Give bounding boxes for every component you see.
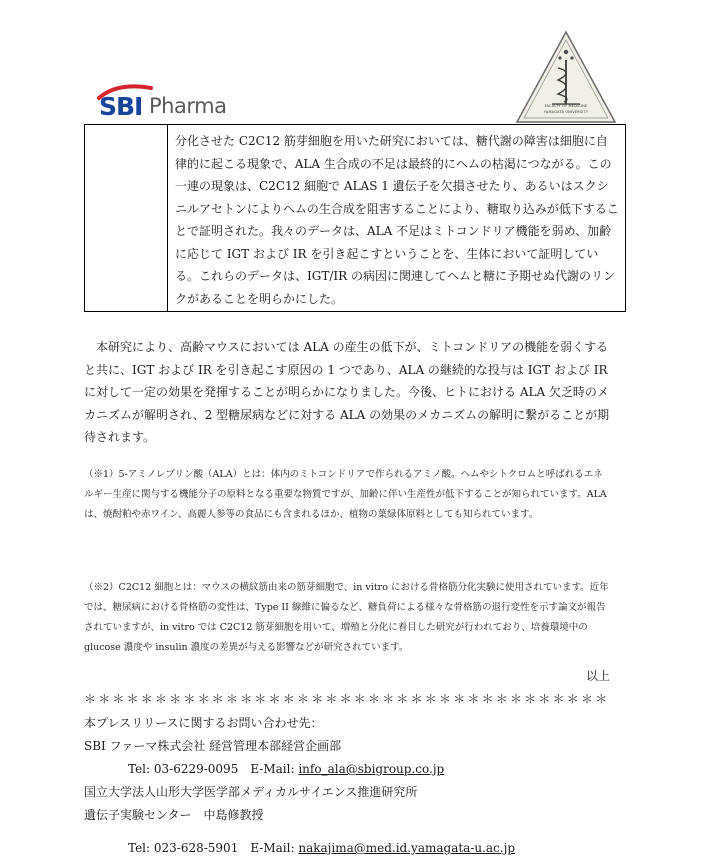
footnote-ala: （※1）5-アミノレブリン酸（ALA）とは：体内のミトコンドリアで作られるアミノ酸。ヘムやシトクロムと呼ばれるエネルギー生産に関与する機能分子の原料となる重要な物質ですが、加齢に伴い生産性が低下することが知られています。ALA は、焼酎粕や赤ワイン、高麗人参等の食品にも含まれるほか、植物の葉緑体原料としても知られています。	[84, 469, 607, 520]
contact-sbi-tel: Tel: 03-6229-0095 E-Mail:	[128, 762, 299, 776]
closing-mark: 以上	[585, 669, 610, 683]
email-link-sbi[interactable]: info_ala@sbigroup.co.jp	[298, 762, 445, 776]
footnote-c2c12: （※2）C2C12 細胞とは：マウスの横紋筋由来の筋芽細胞で、in vitro における骨格筋分化実験に使用されています。近年では、糖尿病における骨格筋の変性は、Type II 線維に偏るなど、糖負荷による様々な骨格筋の退行変性を示す論文が報告されていますが、in vitro では C2C12 筋芽細胞を用いて、増殖と分化に着目した研究が行われており、培養環境中の glucose 濃度や insulin 濃度の差異が与える影響などが研究されています。	[84, 582, 609, 653]
contact-heading: 本プレスリリースに関するお問い合わせ先：	[84, 716, 323, 730]
email-link-yamagata[interactable]: nakajima@med.id.yamagata-u.ac.jp	[298, 841, 516, 855]
contact-yamagata-phone-email	[84, 837, 604, 860]
seal-label-top: FACULTY OF MEDICINE	[544, 104, 588, 108]
logo-word: Pharma	[149, 94, 227, 118]
yamagata-university-seal	[514, 30, 618, 126]
contact-yamagata-tel: Tel: 023-628-5901 E-Mail:	[128, 841, 299, 855]
logo-mark: SBI	[99, 92, 143, 121]
seal-label-bottom: YAMAGATA UNIVERSITY	[543, 110, 589, 114]
contact-sbi-phone-email	[84, 758, 604, 781]
summary-paragraph: 本研究により、高齢マウスにおいては ALA の産生の低下が、ミトコンドリアの機能を弱くすると共に、IGT および IR を引き起こす原因の 1 つであり、ALA の継続的な投与は IGT および IR に対して一定の効果を発揮することが明らかになりました。今後、ヒトにおける ALA 欠乏時のメカニズムが解明され、2 型糖尿病などに対する ALA の効果のメカニズムの解明に繋がることが期待されます。	[84, 340, 610, 444]
contact-org-center: 遺伝子実験センター 中島修教授	[84, 808, 264, 822]
contact-org-sbi: SBI ファーマ株式会社 経営管理本部経営企画部	[84, 739, 342, 753]
abstract-text: 分化させた C2C12 筋芽細胞を用いた研究においては、糖代謝の障害は細胞に自律的に起こる現象で、ALA 生合成の不足は最終的にヘムの枯渇につながる。この一連の現象は、C2C12 細胞で ALAS 1 遺伝子を欠損させたり、あるいはスクシニルアセトンによりヘムの生合成を阻害することにより、糖取り込みが低下することで証明された。我々のデータは、ALA 不足はミトコンドリア機能を弱め、加齢に応じて IGT および IR を引き起こすということを、生体において証明している。これらのデータは、IGT/IR の病因に関連してヘムと糖に予期せぬ代謝のリンクがあることを明らかにした。	[175, 134, 619, 306]
abstract-table-label-cell	[85, 125, 168, 311]
abstract-table	[84, 124, 626, 312]
separator-stars: ＊＊＊＊＊＊＊＊＊＊＊＊＊＊＊＊＊＊＊＊＊＊＊＊＊＊＊＊＊＊＊＊＊＊＊＊＊	[84, 692, 610, 706]
contact-org-yamagata: 国立大学法人山形大学医学部メディカルサイエンス推進研究所	[84, 785, 418, 799]
contact-block	[84, 712, 604, 860]
sbi-pharma-logo	[95, 80, 235, 120]
